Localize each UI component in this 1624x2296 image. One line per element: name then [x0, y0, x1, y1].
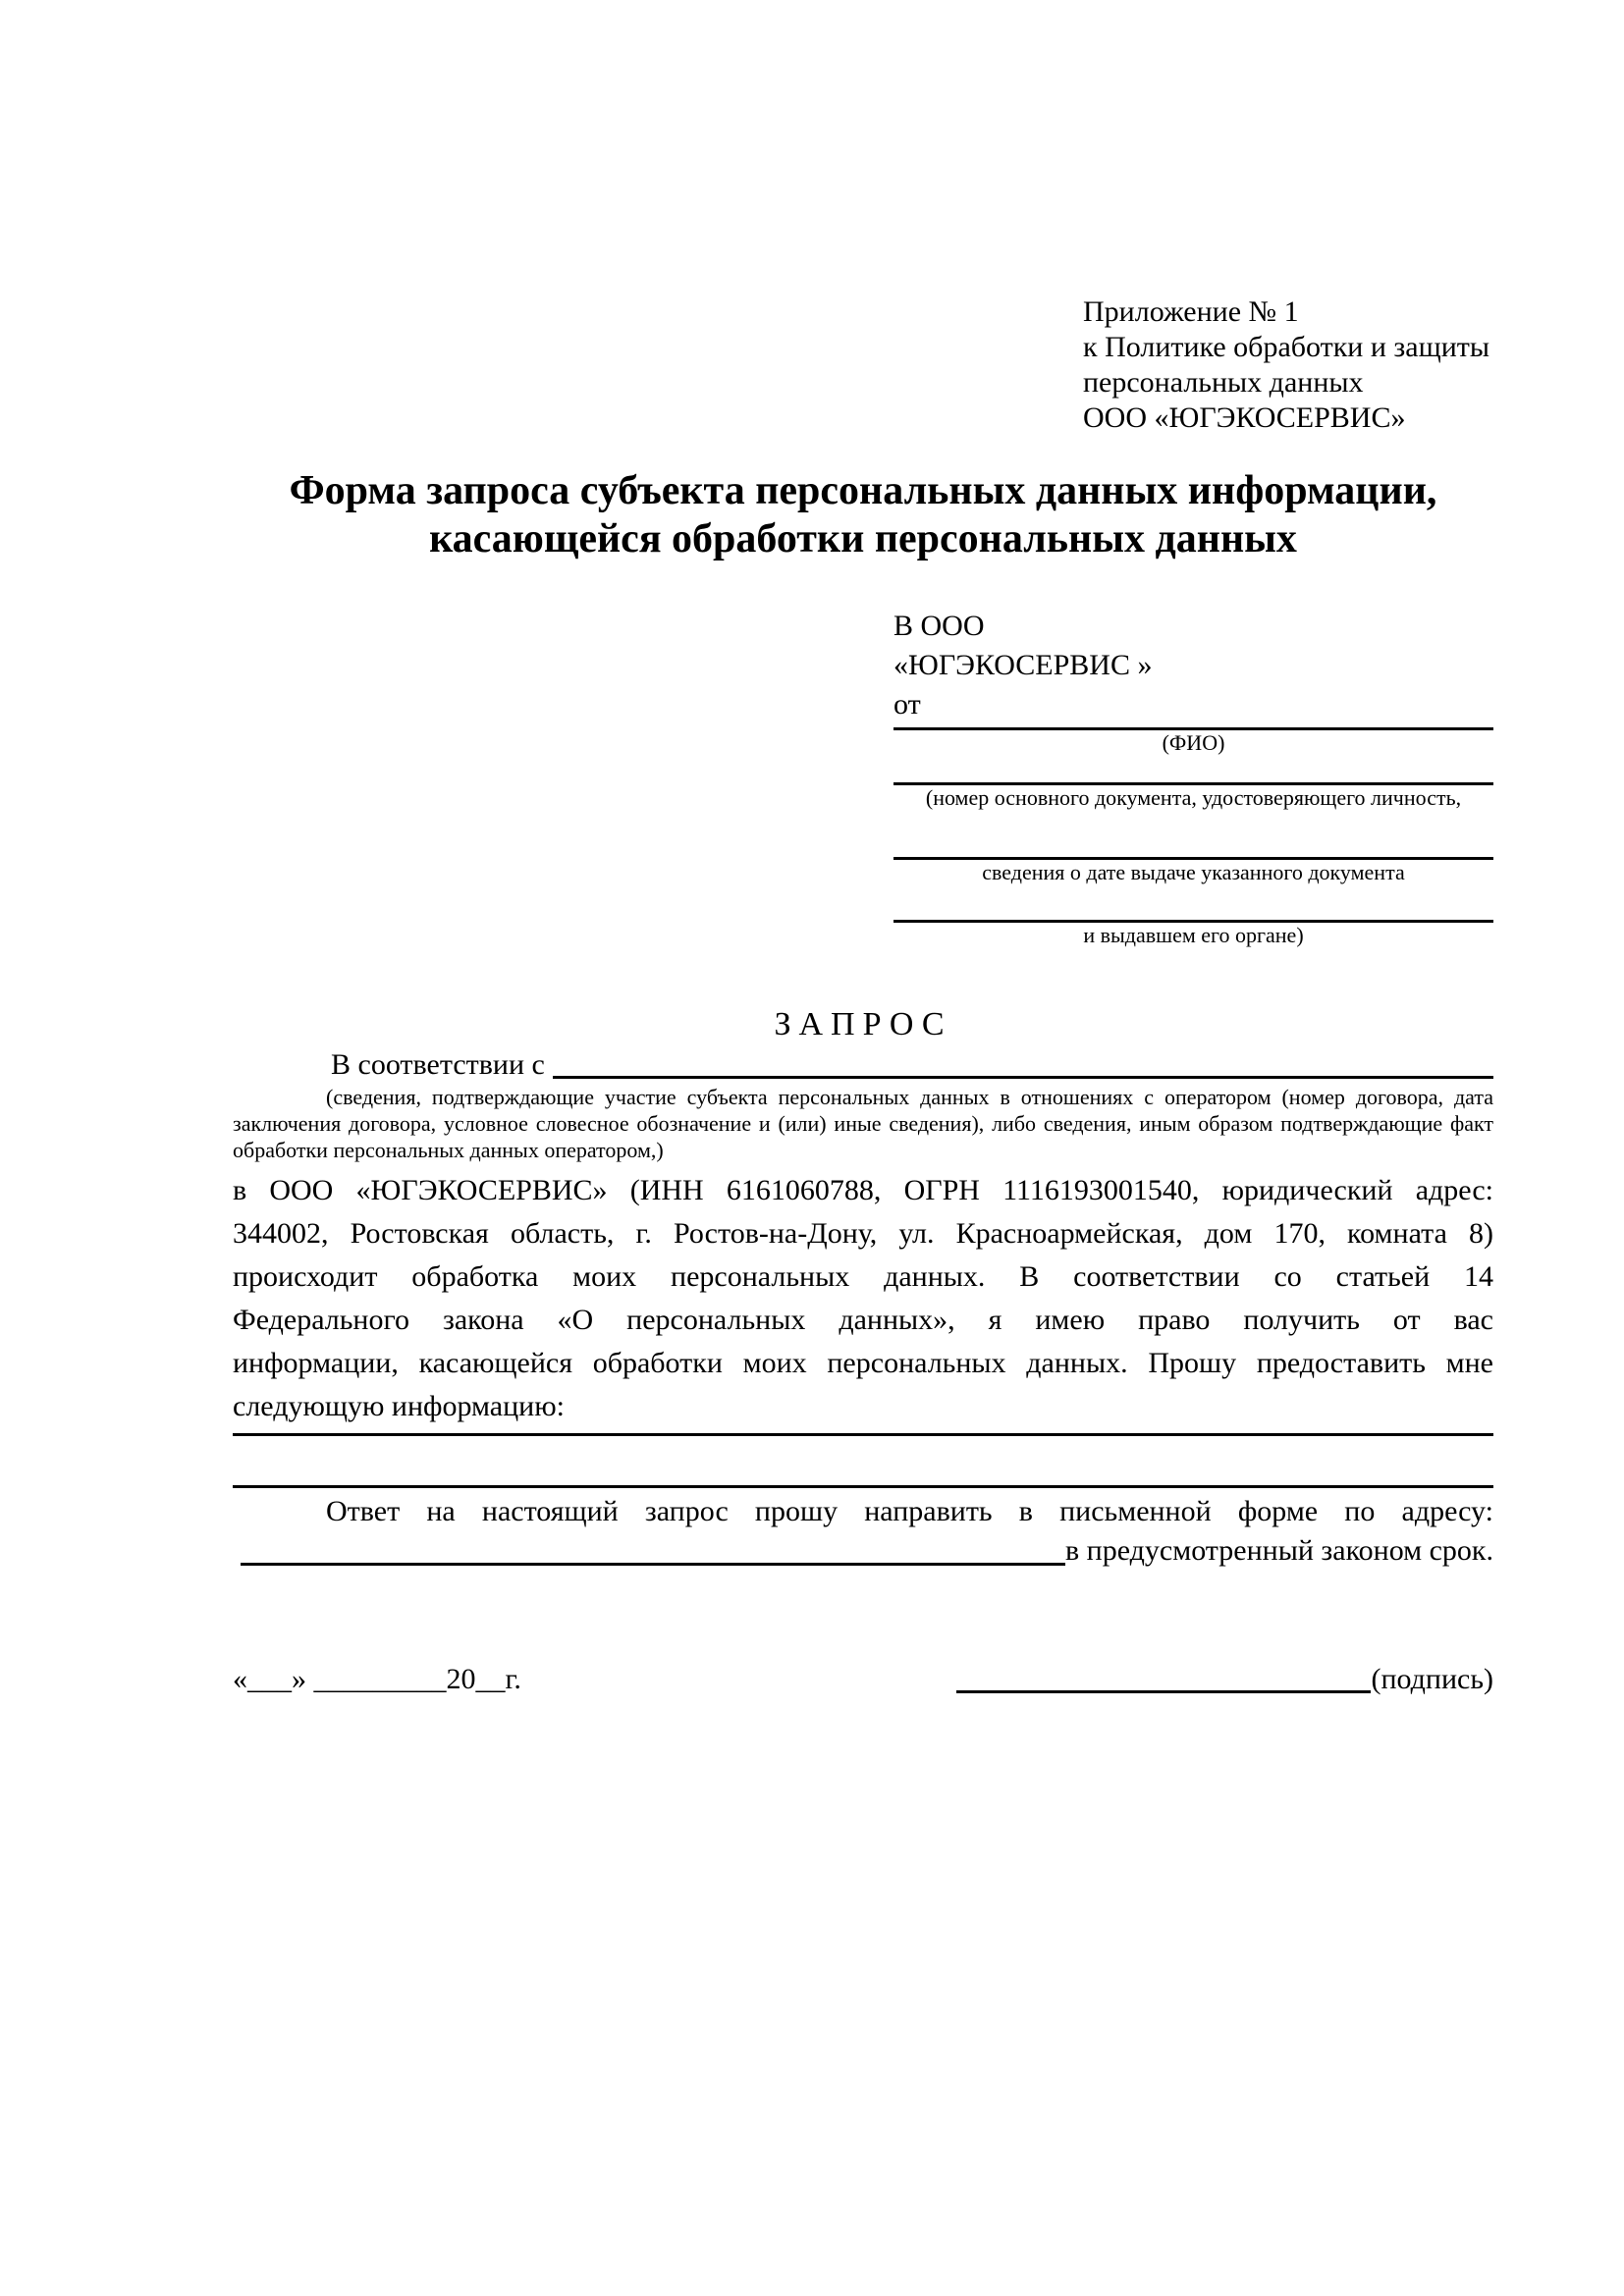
basis-note-line-1: (сведения, подтверждающие участие субъекта персональных данных в отношениях с оператором (номер договора, дата	[326, 1085, 1493, 1109]
request-body	[233, 1169, 1493, 1428]
appendix-note	[1083, 294, 1493, 436]
signature-area	[956, 1661, 1493, 1698]
addressee-org-line-1: В ООО	[893, 610, 985, 642]
document-number-blank-line	[893, 756, 1493, 785]
information-blank-line-2	[233, 1436, 1493, 1488]
address-blank-line	[241, 1531, 1065, 1566]
information-blank-line-1	[233, 1428, 1493, 1436]
request-body-line-4: Федерального закона «О персональных данных», я имею право получить от вас	[233, 1304, 1493, 1336]
issuing-authority-caption: и выдавшем его органе)	[1083, 923, 1304, 947]
appendix-note-line-3: персональных данных	[1083, 366, 1364, 399]
addressee-block	[893, 607, 1493, 948]
issue-date-caption: сведения о дате выдаче указанного документа	[982, 860, 1405, 884]
intro-label: В соответствии с	[331, 1048, 545, 1081]
date-line: «___» _________20__г.	[233, 1663, 521, 1695]
issue-date-blank-line	[893, 811, 1493, 860]
request-heading: ЗАПРОС	[774, 1006, 952, 1042]
intro-row	[233, 1046, 1493, 1084]
appendix-note-line-1: Приложение № 1	[1083, 295, 1299, 328]
document-number-caption: (номер основного документа, удостоверяющего личность,	[925, 785, 1462, 810]
document-title	[233, 467, 1493, 563]
appendix-note-line-4: ООО «ЮГЭКОСЕРВИС»	[1083, 401, 1406, 434]
reply-instruction: Ответ на настоящий запрос прошу направить в письменной форме по адресу:	[326, 1495, 1493, 1527]
document-title-line-1: Форма запроса субъекта персональных данных информации,	[289, 468, 1437, 513]
basis-note-line-2: заключения договора, условное словесное обозначение и (или) иные сведения), либо сведения, иным образом подтверждающие факт	[233, 1111, 1493, 1136]
request-body-line-5: информации, касающейся обработки моих персональных данных. Прошу предоставить мне	[233, 1347, 1493, 1379]
signature-row	[233, 1661, 1493, 1698]
request-body-line-2: 344002, Ростовская область, г. Ростов-на-Дону, ул. Красноармейская, дом 170, комната 8)	[233, 1217, 1493, 1250]
request-body-line-1: в ООО «ЮГЭКОСЕРВИС» (ИНН 6161060788, ОГРН 1116193001540, юридический адрес:	[233, 1174, 1493, 1206]
basis-note	[233, 1084, 1493, 1163]
signature-blank-line	[956, 1690, 1371, 1693]
appendix-note-line-2: к Политике обработки и защиты	[1083, 331, 1490, 363]
document-title-line-2: касающейся обработки персональных данных	[429, 516, 1297, 561]
reply-address-row	[233, 1531, 1493, 1571]
issuing-authority-blank-line	[893, 885, 1493, 923]
document-content	[233, 294, 1493, 1698]
addressee-org-line-2: «ЮГЭКОСЕРВИС »	[893, 649, 1153, 681]
basis-note-line-3: обработки персональных данных оператором,)	[233, 1138, 664, 1162]
addressee-from-label: от	[893, 688, 921, 721]
request-body-line-6: следующую информацию:	[233, 1390, 565, 1422]
signature-caption: (подпись)	[1371, 1663, 1493, 1695]
reply-tail: в предусмотренный законом срок.	[1065, 1534, 1493, 1567]
basis-blank-line	[553, 1046, 1493, 1079]
request-body-line-3: происходит обработка моих персональных данных. В соответствии со статьей 14	[233, 1260, 1493, 1293]
fio-caption: (ФИО)	[1162, 730, 1225, 755]
